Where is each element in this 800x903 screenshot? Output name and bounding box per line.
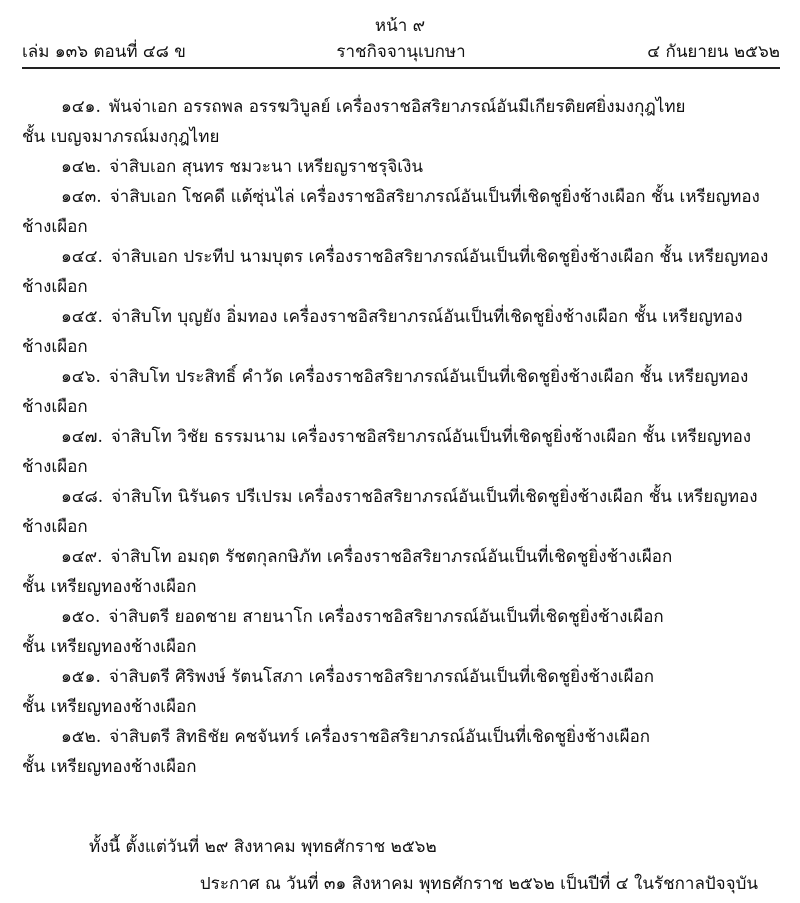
entry-text: จ่าสิบเอก โชคดี แต้ซุ่นไล่ เครื่องราชอิสริยาภรณ์อันเป็นที่เชิดชูยิ่งช้างเผือก ชั้น เหรียญทอง [109,187,760,207]
entry-number: ๑๔๑. [61,97,101,117]
entry-number: ๑๕๒. [61,727,102,747]
award-entry [22,722,757,782]
award-entry [22,602,757,662]
entry-number: ๑๔๙. [61,547,103,567]
entry-continuation: ชั้น เหรียญทองช้างเผือก [22,697,197,717]
entry-text: จ่าสิบตรี ยอดชาย สายนาโก เครื่องราชอิสริยาภรณ์อันเป็นที่เชิดชูยิ่งช้างเผือก [108,607,664,627]
award-entry [22,302,757,362]
entry-continuation: ช้างเผือก [22,397,88,417]
entry-text: จ่าสิบโท ประสิทธิ์ คำวัด เครื่องราชอิสริยาภรณ์อันเป็นที่เชิดชูยิ่งช้างเผือก ชั้น เหรียญทอง [108,367,749,387]
header-divider [22,67,780,69]
award-entry [22,92,757,152]
entry-text: จ่าสิบเอก ประทีป นามบุตร เครื่องราชอิสริยาภรณ์อันเป็นที่เชิดชูยิ่งช้างเผือก ชั้น เหรียญทอง [110,247,769,267]
award-entry [22,662,757,722]
entry-text: พันจ่าเอก อรรถพล อรรฆวิบูลย์ เครื่องราชอิสริยาภรณ์อันมีเกียรติยศยิ่งมงกุฎไทย [108,97,686,117]
award-entry [22,182,760,242]
entry-continuation: ช้างเผือก [22,277,88,297]
award-entry [22,482,757,542]
entry-text: จ่าสิบโท อมฤต รัชตกุลกษิภัท เครื่องราชอิสริยาภรณ์อันเป็นที่เชิดชูยิ่งช้างเผือก [110,547,673,567]
entry-text: จ่าสิบตรี สิทธิชัย คชจันทร์ เครื่องราชอิสริยาภรณ์อันเป็นที่เชิดชูยิ่งช้างเผือก [109,727,651,747]
entry-number: ๑๔๔. [61,247,103,267]
entry-continuation: ชั้น เบญจมาภรณ์มงกุฎไทย [22,127,220,147]
entry-continuation: ช้างเผือก [22,337,88,357]
entry-number: ๑๔๒. [61,157,102,177]
award-list [22,92,769,782]
entry-number: ๑๕๑. [61,667,101,687]
award-entry [22,422,757,482]
entry-continuation: ช้างเผือก [22,517,88,537]
award-entry [22,152,757,182]
entry-number: ๑๔๘. [61,487,104,507]
entry-continuation: ช้างเผือก [22,457,88,477]
effective-date-line: ทั้งนี้ ตั้งแต่วันที่ ๒๙ สิงหาคม พุทธศักราช ๒๕๖๒ [89,837,437,857]
award-entry [22,542,757,602]
entry-number: ๑๔๗. [61,427,103,447]
publication-name: ราชกิจจานุเบกษา [336,42,466,62]
entry-text: จ่าสิบโท วิชัย ธรรมนาม เครื่องราชอิสริยาภรณ์อันเป็นที่เชิดชูยิ่งช้างเผือก ชั้น เหรียญทอง [110,427,752,447]
entry-number: ๑๔๓. [61,187,102,207]
entry-text: จ่าสิบเอก สุนทร ชมวะนา เหรียญราชรุจิเงิน [109,157,424,177]
entry-continuation: ช้างเผือก [22,217,88,237]
volume-issue: เล่ม ๑๓๖ ตอนที่ ๔๘ ข [22,42,186,62]
page-number: หน้า ๙ [374,16,426,36]
entry-continuation: ชั้น เหรียญทองช้างเผือก [22,637,197,657]
entry-continuation: ชั้น เหรียญทองช้างเผือก [22,757,197,777]
entry-text: จ่าสิบตรี ศิริพงษ์ รัตนโสภา เครื่องราชอิสริยาภรณ์อันเป็นที่เชิดชูยิ่งช้างเผือก [108,667,655,687]
entry-number: ๑๔๕. [61,307,103,327]
award-entry [22,242,769,302]
gazette-header [22,38,780,64]
issue-date: ๔ กันยายน ๒๕๖๒ [647,42,780,62]
entry-continuation: ชั้น เหรียญทองช้างเผือก [22,577,197,597]
award-entry [22,362,757,422]
entry-text: จ่าสิบโท บุญยัง อิ่มทอง เครื่องราชอิสริยาภรณ์อันเป็นที่เชิดชูยิ่งช้างเผือก ชั้น เหรียญทอง [110,307,743,327]
entry-text: จ่าสิบโท นิรันดร ปรีเปรม เครื่องราชอิสริยาภรณ์อันเป็นที่เชิดชูยิ่งช้างเผือก ชั้น เหรียญทอง [111,487,758,507]
entry-number: ๑๕๐. [61,607,101,627]
announcement-date-line: ประกาศ ณ วันที่ ๓๑ สิงหาคม พุทธศักราช ๒๕๖๒ เป็นปีที่ ๔ ในรัชกาลปัจจุบัน [199,874,758,894]
entry-number: ๑๔๖. [61,367,101,387]
